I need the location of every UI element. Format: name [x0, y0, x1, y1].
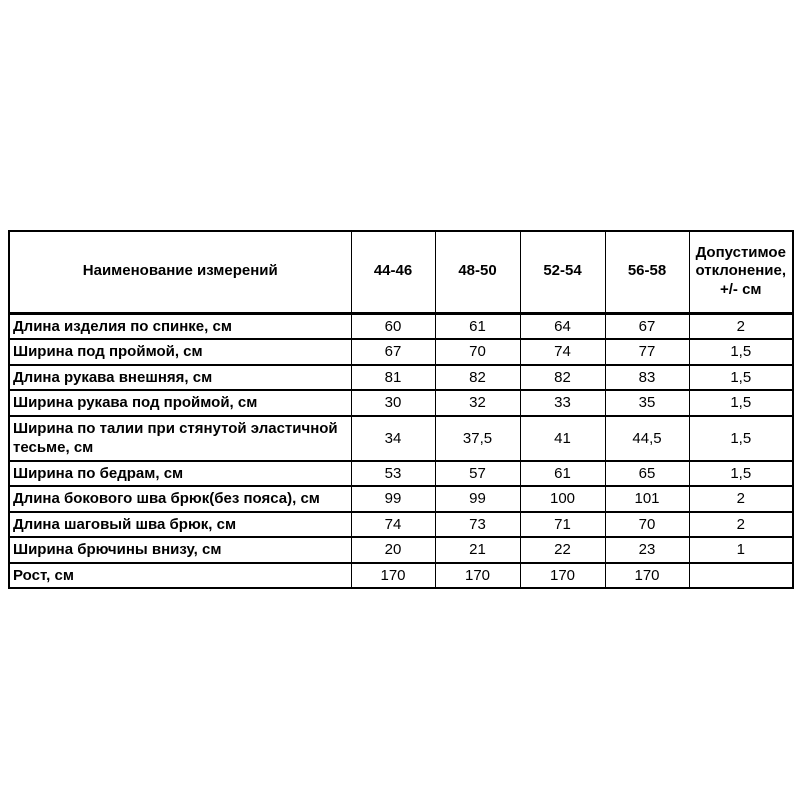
- value-cell: 1,5: [689, 461, 793, 487]
- table-row: [9, 512, 793, 538]
- value-cell: 170: [435, 563, 520, 589]
- header-size-56-58: 56-58: [605, 231, 689, 313]
- value-cell: 20: [351, 537, 435, 563]
- header-deviation: Допустимое отклонение, +/- см: [689, 231, 793, 313]
- value-cell: 32: [435, 390, 520, 416]
- value-cell: 82: [435, 365, 520, 391]
- measurement-name-cell: Ширина под проймой, см: [9, 339, 351, 365]
- value-cell: 170: [520, 563, 605, 589]
- value-cell: 1,5: [689, 339, 793, 365]
- value-cell: 81: [351, 365, 435, 391]
- table-row: [9, 461, 793, 487]
- value-cell: 82: [520, 365, 605, 391]
- measurement-name-cell: Рост, см: [9, 563, 351, 589]
- value-cell: 37,5: [435, 416, 520, 461]
- measurement-name-cell: Длина изделия по спинке, см: [9, 313, 351, 339]
- measurement-name-cell: Длина бокового шва брюк(без пояса), см: [9, 486, 351, 512]
- measurement-name-cell: Длина шаговый шва брюк, см: [9, 512, 351, 538]
- measurement-name-cell: Ширина по бедрам, см: [9, 461, 351, 487]
- value-cell: [689, 563, 793, 589]
- table-body: [9, 313, 793, 588]
- header-measurement-name: Наименование измерений: [9, 231, 351, 313]
- value-cell: 64: [520, 313, 605, 339]
- table-row: [9, 563, 793, 589]
- table-row: [9, 339, 793, 365]
- value-cell: 30: [351, 390, 435, 416]
- value-cell: 21: [435, 537, 520, 563]
- table-header: [9, 231, 793, 313]
- value-cell: 2: [689, 486, 793, 512]
- value-cell: 1: [689, 537, 793, 563]
- value-cell: 74: [351, 512, 435, 538]
- value-cell: 170: [351, 563, 435, 589]
- value-cell: 1,5: [689, 416, 793, 461]
- header-row: [9, 231, 793, 313]
- measurement-name-cell: Ширина рукава под проймой, см: [9, 390, 351, 416]
- value-cell: 2: [689, 512, 793, 538]
- value-cell: 101: [605, 486, 689, 512]
- value-cell: 1,5: [689, 365, 793, 391]
- value-cell: 77: [605, 339, 689, 365]
- value-cell: 170: [605, 563, 689, 589]
- value-cell: 99: [435, 486, 520, 512]
- value-cell: 100: [520, 486, 605, 512]
- value-cell: 35: [605, 390, 689, 416]
- header-size-52-54: 52-54: [520, 231, 605, 313]
- value-cell: 65: [605, 461, 689, 487]
- value-cell: 61: [520, 461, 605, 487]
- measurement-name-cell: Ширина по талии при стянутой эластичной тесьме, см: [9, 416, 351, 461]
- table-row: [9, 486, 793, 512]
- value-cell: 71: [520, 512, 605, 538]
- value-cell: 23: [605, 537, 689, 563]
- value-cell: 83: [605, 365, 689, 391]
- value-cell: 41: [520, 416, 605, 461]
- value-cell: 44,5: [605, 416, 689, 461]
- value-cell: 73: [435, 512, 520, 538]
- value-cell: 57: [435, 461, 520, 487]
- value-cell: 67: [605, 313, 689, 339]
- value-cell: 99: [351, 486, 435, 512]
- header-size-44-46: 44-46: [351, 231, 435, 313]
- value-cell: 53: [351, 461, 435, 487]
- value-cell: 61: [435, 313, 520, 339]
- value-cell: 22: [520, 537, 605, 563]
- measurement-name-cell: Ширина брючины внизу, см: [9, 537, 351, 563]
- value-cell: 2: [689, 313, 793, 339]
- table-row: [9, 390, 793, 416]
- value-cell: 70: [435, 339, 520, 365]
- value-cell: 34: [351, 416, 435, 461]
- value-cell: 60: [351, 313, 435, 339]
- value-cell: 74: [520, 339, 605, 365]
- table-row: [9, 365, 793, 391]
- value-cell: 67: [351, 339, 435, 365]
- size-measurements-table: [8, 230, 794, 589]
- table-row: [9, 313, 793, 339]
- table-row: [9, 537, 793, 563]
- value-cell: 33: [520, 390, 605, 416]
- measurement-name-cell: Длина рукава внешняя, см: [9, 365, 351, 391]
- table-row: [9, 416, 793, 461]
- value-cell: 1,5: [689, 390, 793, 416]
- value-cell: 70: [605, 512, 689, 538]
- header-size-48-50: 48-50: [435, 231, 520, 313]
